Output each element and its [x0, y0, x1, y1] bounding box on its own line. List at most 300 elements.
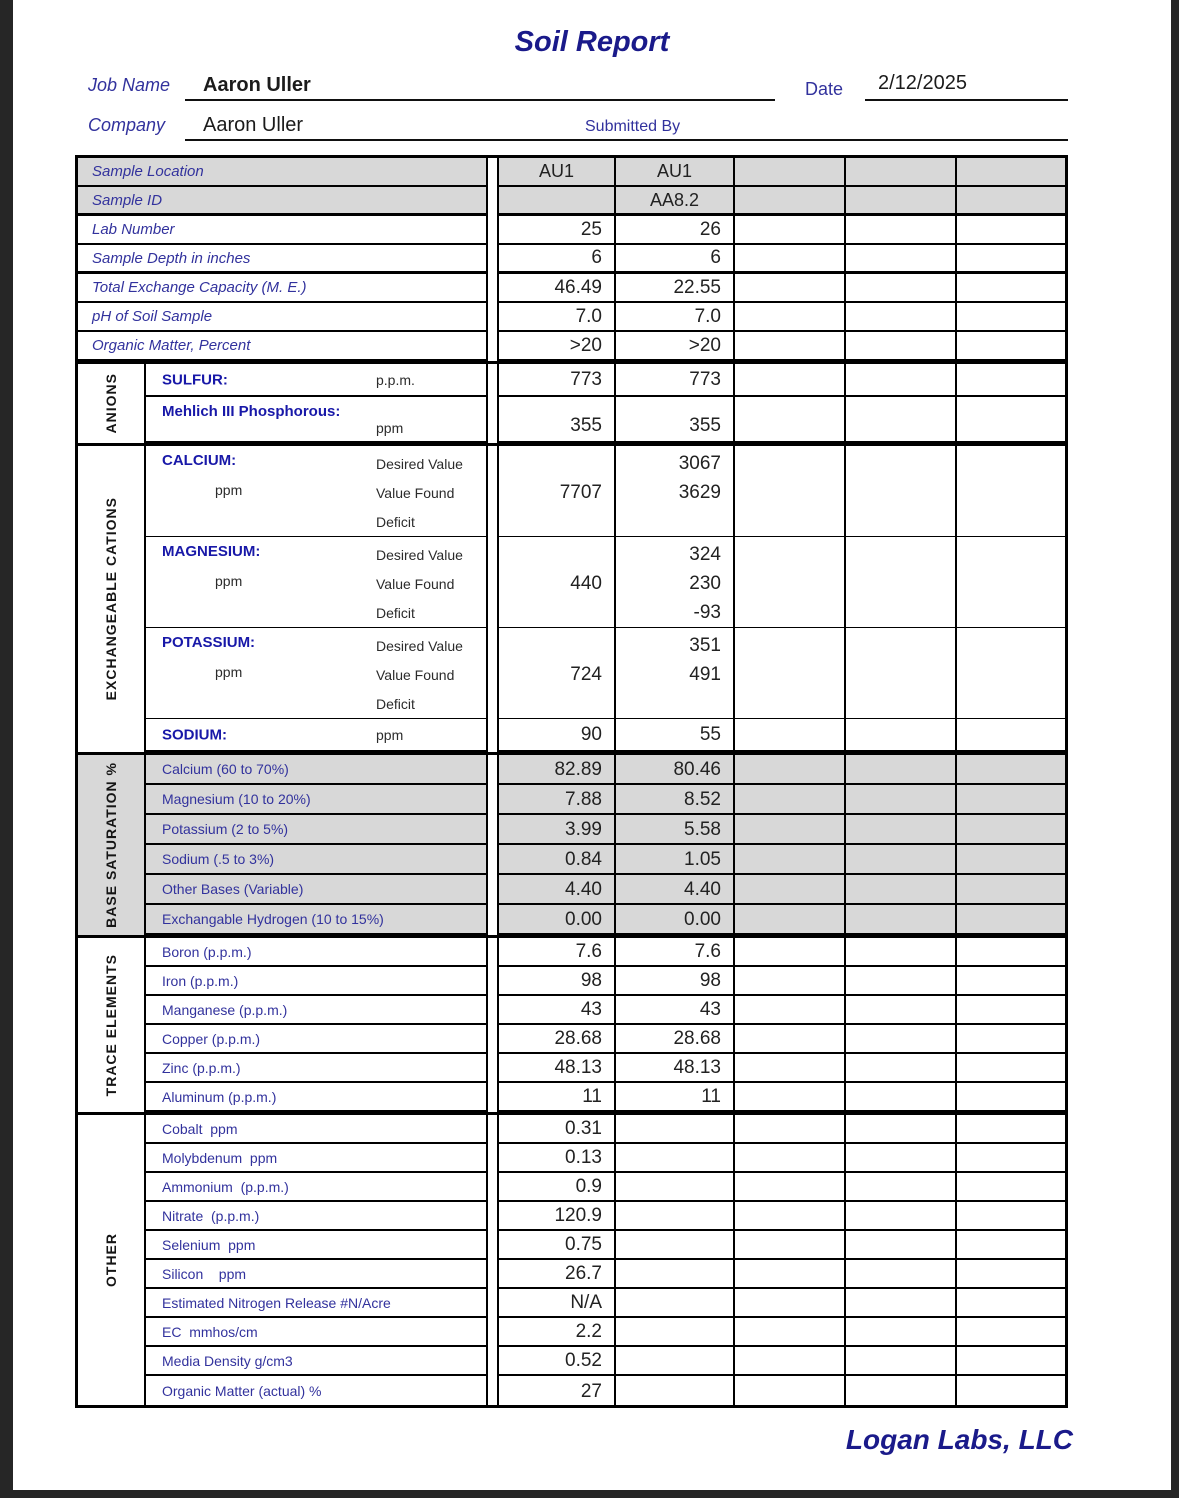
- soil-report-page: [13, 0, 1171, 1490]
- row-label-cell: [146, 1115, 488, 1144]
- value-cell: [844, 537, 955, 629]
- value-cell: 26.7: [497, 1260, 614, 1289]
- value-line: [957, 478, 1053, 507]
- data-row: [146, 719, 1065, 752]
- value-cell: >20: [614, 332, 733, 361]
- row-label-cell: [146, 1318, 488, 1347]
- element-name: MAGNESIUM:: [162, 543, 261, 560]
- row-label: Copper (p.p.m.): [162, 1030, 261, 1047]
- value-cell: [844, 905, 955, 935]
- value-cell: [955, 875, 1065, 905]
- value-line: [846, 449, 943, 478]
- value-cell: [614, 1202, 733, 1231]
- value-cell: 355: [497, 397, 614, 443]
- data-row: [146, 996, 1065, 1025]
- row-label-cell: [146, 364, 488, 397]
- data-row: [146, 845, 1065, 875]
- value-cell: [733, 274, 844, 303]
- value-cell: [955, 274, 1065, 303]
- value-cell: [844, 1054, 955, 1083]
- data-row: [146, 1083, 1065, 1112]
- value-cell: [614, 1347, 733, 1376]
- value-cell: AU1: [614, 158, 733, 187]
- column-gap: [488, 755, 497, 785]
- value-line: [957, 569, 1053, 598]
- value-line: [616, 507, 721, 536]
- column-gap: [488, 216, 497, 245]
- element-name: POTASSIUM:: [162, 634, 256, 651]
- row-label-cell: [146, 1173, 488, 1202]
- value-cell: [733, 1289, 844, 1318]
- data-row: [146, 1054, 1065, 1083]
- value-line: [499, 507, 602, 536]
- value-line: [616, 689, 721, 718]
- column-gap: [488, 1173, 497, 1202]
- value-line: [957, 598, 1053, 627]
- value-cell: 11: [497, 1083, 614, 1112]
- value-cell: [844, 303, 955, 332]
- element-name: SODIUM:: [162, 726, 227, 743]
- value-cell: [733, 332, 844, 361]
- value-cell: [955, 938, 1065, 967]
- column-gap: [488, 397, 497, 443]
- section-anions: [78, 361, 1065, 443]
- lab-name-footer: Logan Labs, LLC: [845, 1424, 1073, 1455]
- value-cell: [733, 1376, 844, 1405]
- value-line: [957, 449, 1053, 478]
- value-cell: 48.13: [614, 1054, 733, 1083]
- row-label-cell: [146, 1231, 488, 1260]
- value-cell: [733, 158, 844, 187]
- value-cell: 98: [497, 967, 614, 996]
- column-gap: [488, 1347, 497, 1376]
- row-label: Sodium (.5 to 3%): [162, 851, 275, 867]
- value-line: 7707: [559, 481, 602, 503]
- value-line: [735, 631, 832, 660]
- data-row: [146, 1144, 1065, 1173]
- line-label: Deficit: [376, 695, 415, 712]
- info-row: [78, 332, 1065, 361]
- job-name-value: Aaron Uller: [203, 74, 311, 96]
- value-cell: [844, 1025, 955, 1054]
- value-cell: [733, 815, 844, 845]
- value-cell: 22.55: [614, 274, 733, 303]
- row-label: Aluminum (p.p.m.): [162, 1088, 277, 1105]
- row-label: Ammonium (p.p.m.): [162, 1178, 289, 1195]
- value-line: [735, 478, 832, 507]
- value-cell: [733, 875, 844, 905]
- value-cell: 2.2: [497, 1318, 614, 1347]
- section-sidebar: [78, 1115, 146, 1405]
- value-cell: [955, 332, 1065, 361]
- value-cell: [733, 1260, 844, 1289]
- column-gap: [488, 1115, 497, 1144]
- value-cell: [497, 537, 614, 629]
- value-cell: [733, 845, 844, 875]
- column-gap: [488, 158, 497, 187]
- value-cell: [844, 364, 955, 397]
- value-cell: 0.00: [497, 905, 614, 935]
- report-title: Soil Report: [514, 26, 670, 58]
- element-name: SULFUR:: [162, 371, 228, 388]
- value-cell: 98: [614, 967, 733, 996]
- value-cell: [614, 1115, 733, 1144]
- line-label: Deficit: [376, 513, 415, 530]
- row-label: EC mmhos/cm: [162, 1323, 258, 1340]
- value-cell: [733, 1115, 844, 1144]
- column-gap: [488, 719, 497, 752]
- value-cell: 773: [497, 364, 614, 397]
- value-line: [846, 631, 943, 660]
- value-line: [957, 507, 1053, 536]
- date-value: 2/12/2025: [878, 72, 967, 94]
- value-cell: [614, 1144, 733, 1173]
- value-cell: [733, 628, 844, 720]
- value-cell: [844, 785, 955, 815]
- value-cell: 7.6: [614, 938, 733, 967]
- value-cell: [844, 1347, 955, 1376]
- value-cell: [733, 785, 844, 815]
- row-label: Estimated Nitrogen Release #N/Acre: [162, 1294, 391, 1311]
- value-cell: [844, 1083, 955, 1112]
- value-cell: [955, 364, 1065, 397]
- value-cell: [844, 755, 955, 785]
- value-cell: 28.68: [497, 1025, 614, 1054]
- value-cell: [844, 1144, 955, 1173]
- value-cell: [614, 1376, 733, 1405]
- column-gap: [488, 332, 497, 361]
- value-cell: [955, 1202, 1065, 1231]
- column-gap: [488, 875, 497, 905]
- value-line: [846, 569, 943, 598]
- value-cell: 0.52: [497, 1347, 614, 1376]
- value-cell: [614, 1289, 733, 1318]
- value-cell: [733, 446, 844, 538]
- value-cell: N/A: [497, 1289, 614, 1318]
- column-gap: [488, 303, 497, 332]
- element-unit: p.p.m.: [376, 371, 415, 388]
- value-cell: [844, 446, 955, 538]
- value-cell: 6: [614, 245, 733, 274]
- row-label-cell: [146, 1083, 488, 1112]
- value-line: [846, 598, 943, 627]
- value-cell: [955, 815, 1065, 845]
- value-cell: [844, 1260, 955, 1289]
- data-row: [146, 1202, 1065, 1231]
- section-content: [146, 446, 1065, 752]
- value-cell: 8.52: [614, 785, 733, 815]
- company-value: Aaron Uller: [203, 114, 304, 136]
- value-cell: [955, 216, 1065, 245]
- row-label-cell: [146, 1260, 488, 1289]
- row-label-cell: [146, 996, 488, 1025]
- value-cell: AA8.2: [614, 187, 733, 216]
- value-cell: [733, 719, 844, 752]
- value-cell: [497, 446, 614, 538]
- line-label: Value Found: [376, 666, 455, 683]
- line-label: Desired Value: [376, 637, 463, 654]
- value-cell: [844, 628, 955, 720]
- element-unit: ppm: [215, 664, 243, 680]
- value-cell: [844, 1202, 955, 1231]
- data-row: [146, 1173, 1065, 1202]
- section-sidebar: [78, 364, 146, 443]
- value-cell: [955, 845, 1065, 875]
- value-cell: [733, 245, 844, 274]
- company-underline: [185, 139, 1068, 141]
- value-cell: 355: [614, 397, 733, 443]
- row-label: Silicon ppm: [162, 1265, 247, 1282]
- column-gap: [488, 996, 497, 1025]
- value-cell: [614, 537, 733, 629]
- row-label: Zinc (p.p.m.): [162, 1059, 241, 1076]
- line-label: Desired Value: [376, 546, 463, 563]
- data-row: [146, 628, 1065, 719]
- value-cell: 7.6: [497, 938, 614, 967]
- line-label: Value Found: [376, 484, 455, 501]
- data-row: [146, 1376, 1065, 1405]
- element-unit: ppm: [376, 420, 404, 436]
- row-label-cell: [146, 1054, 488, 1083]
- row-label: Magnesium (10 to 20%): [162, 791, 311, 807]
- column-gap: [488, 537, 497, 629]
- row-label: Selenium ppm: [162, 1236, 256, 1253]
- value-line: [846, 689, 943, 718]
- value-line: [957, 631, 1053, 660]
- element-unit: ppm: [215, 573, 243, 589]
- value-cell: [733, 397, 844, 443]
- section-exchangeable-cations: [78, 443, 1065, 752]
- value-cell: [733, 1318, 844, 1347]
- row-label-cell: [146, 628, 488, 720]
- line-label: Deficit: [376, 604, 415, 621]
- row-label: Potassium (2 to 5%): [162, 821, 289, 837]
- value-cell: [955, 1025, 1065, 1054]
- value-cell: [733, 537, 844, 629]
- value-line: [957, 660, 1053, 689]
- section-sidebar: [78, 755, 146, 935]
- value-cell: [614, 1318, 733, 1347]
- value-cell: [733, 364, 844, 397]
- value-line: -93: [693, 601, 721, 623]
- column-gap: [488, 274, 497, 303]
- column-gap: [488, 245, 497, 274]
- value-cell: 7.0: [614, 303, 733, 332]
- column-gap: [488, 187, 497, 216]
- element-name: CALCIUM:: [162, 452, 237, 469]
- value-cell: [955, 1115, 1065, 1144]
- value-line: [957, 540, 1053, 569]
- row-label: Lab Number: [78, 216, 488, 245]
- value-cell: [955, 245, 1065, 274]
- column-gap: [488, 1083, 497, 1112]
- row-label: Sample Location: [78, 158, 488, 187]
- section-sidebar: [78, 446, 146, 752]
- value-line: 491: [689, 663, 721, 685]
- value-cell: [844, 1173, 955, 1202]
- value-cell: 5.58: [614, 815, 733, 845]
- value-line: [499, 449, 602, 478]
- value-cell: 0.9: [497, 1173, 614, 1202]
- data-row: [146, 875, 1065, 905]
- value-cell: [955, 303, 1065, 332]
- info-row: [78, 303, 1065, 332]
- value-cell: 43: [497, 996, 614, 1025]
- value-cell: [955, 1173, 1065, 1202]
- value-cell: [955, 1054, 1065, 1083]
- data-row: [146, 785, 1065, 815]
- value-line: [499, 689, 602, 718]
- column-gap: [488, 845, 497, 875]
- value-cell: 25: [497, 216, 614, 245]
- row-label-cell: [146, 1025, 488, 1054]
- date-label: Date: [805, 79, 844, 99]
- value-cell: 3.99: [497, 815, 614, 845]
- value-line: 351: [689, 634, 721, 656]
- value-cell: [955, 1376, 1065, 1405]
- row-label: Nitrate (p.p.m.): [162, 1207, 260, 1224]
- value-line: [499, 631, 602, 660]
- value-cell: 0.75: [497, 1231, 614, 1260]
- value-cell: 7.88: [497, 785, 614, 815]
- value-cell: 27: [497, 1376, 614, 1405]
- column-gap: [488, 1318, 497, 1347]
- value-cell: [955, 996, 1065, 1025]
- row-label: Boron (p.p.m.): [162, 943, 252, 960]
- value-cell: [844, 1376, 955, 1405]
- value-line: [735, 540, 832, 569]
- section-title: BASE SATURATION %: [103, 762, 119, 928]
- data-row: [146, 815, 1065, 845]
- value-cell: [733, 1054, 844, 1083]
- value-line: [735, 449, 832, 478]
- value-cell: 82.89: [497, 755, 614, 785]
- value-cell: 773: [614, 364, 733, 397]
- value-cell: [955, 1289, 1065, 1318]
- value-cell: [955, 1144, 1065, 1173]
- data-row: [146, 1318, 1065, 1347]
- value-line: [846, 660, 943, 689]
- value-cell: [733, 1144, 844, 1173]
- section-content: [146, 755, 1065, 935]
- value-cell: [955, 1231, 1065, 1260]
- value-cell: [844, 875, 955, 905]
- value-line: [735, 598, 832, 627]
- value-line: [499, 540, 602, 569]
- value-line: [846, 478, 943, 507]
- value-cell: [733, 1231, 844, 1260]
- value-cell: [733, 755, 844, 785]
- value-cell: [955, 158, 1065, 187]
- info-row: [78, 274, 1065, 303]
- value-line: 440: [570, 572, 602, 594]
- value-cell: [844, 245, 955, 274]
- value-cell: [955, 628, 1065, 720]
- row-label: Organic Matter, Percent: [78, 332, 488, 361]
- value-cell: [844, 719, 955, 752]
- value-cell: [497, 628, 614, 720]
- value-cell: >20: [497, 332, 614, 361]
- column-gap: [488, 1376, 497, 1405]
- value-cell: [844, 216, 955, 245]
- section-title: TRACE ELEMENTS: [103, 953, 119, 1097]
- data-row: [146, 938, 1065, 967]
- row-label: Cobalt ppm: [162, 1120, 238, 1137]
- info-row: [78, 245, 1065, 274]
- value-cell: 4.40: [497, 875, 614, 905]
- row-label: Total Exchange Capacity (M. E.): [78, 274, 488, 303]
- value-cell: [733, 1347, 844, 1376]
- column-gap: [488, 1054, 497, 1083]
- row-label-cell: [146, 1202, 488, 1231]
- value-line-labels: [376, 631, 463, 718]
- value-line: [735, 660, 832, 689]
- value-cell: 80.46: [614, 755, 733, 785]
- row-label-cell: [146, 905, 488, 935]
- value-cell: [614, 1173, 733, 1202]
- data-row: [146, 1115, 1065, 1144]
- value-cell: [844, 332, 955, 361]
- value-line-labels: [376, 540, 463, 627]
- data-row: [146, 537, 1065, 628]
- value-cell: [844, 967, 955, 996]
- row-label-cell: [146, 1144, 488, 1173]
- info-row: [78, 187, 1065, 216]
- row-label-cell: [146, 537, 488, 629]
- column-gap: [488, 446, 497, 538]
- column-gap: [488, 1260, 497, 1289]
- data-row: [146, 905, 1065, 935]
- row-label: Molybdenum ppm: [162, 1149, 278, 1166]
- value-cell: [955, 397, 1065, 443]
- value-line: 324: [689, 543, 721, 565]
- row-label: Manganese (p.p.m.): [162, 1001, 288, 1018]
- data-row: [146, 1289, 1065, 1318]
- value-cell: [955, 785, 1065, 815]
- column-gap: [488, 1144, 497, 1173]
- value-cell: 26: [614, 216, 733, 245]
- data-row: [146, 397, 1065, 443]
- value-cell: [614, 446, 733, 538]
- value-cell: [955, 719, 1065, 752]
- value-cell: [844, 1231, 955, 1260]
- value-cell: [955, 1318, 1065, 1347]
- data-row: [146, 446, 1065, 537]
- element-name: Mehlich III Phosphorous:: [162, 403, 341, 420]
- value-line: [735, 569, 832, 598]
- row-label-cell: [146, 1347, 488, 1376]
- company-label: Company: [88, 115, 166, 135]
- value-cell: [955, 446, 1065, 538]
- data-row: [146, 1347, 1065, 1376]
- soil-report-table: [75, 155, 1068, 1408]
- value-cell: [733, 1202, 844, 1231]
- value-cell: 0.00: [614, 905, 733, 935]
- value-cell: [733, 303, 844, 332]
- data-row: [146, 1260, 1065, 1289]
- value-cell: 11: [614, 1083, 733, 1112]
- row-label-cell: [146, 397, 488, 443]
- value-cell: [614, 1231, 733, 1260]
- column-gap: [488, 1289, 497, 1318]
- element-unit: ppm: [215, 482, 243, 498]
- value-cell: [733, 216, 844, 245]
- value-cell: 43: [614, 996, 733, 1025]
- data-row: [146, 1231, 1065, 1260]
- row-label-cell: [146, 967, 488, 996]
- row-label: Organic Matter (actual) %: [162, 1382, 322, 1399]
- value-cell: [955, 755, 1065, 785]
